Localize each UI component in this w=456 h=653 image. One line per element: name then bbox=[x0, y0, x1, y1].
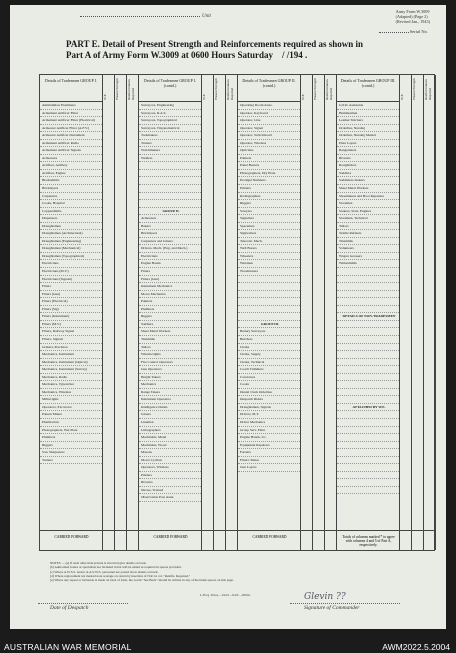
table-row: Wheelers bbox=[238, 253, 300, 261]
table-row: Woodturners bbox=[238, 268, 300, 276]
table-row: Instrument Operators bbox=[139, 396, 201, 404]
table-row: Clerks, Technical bbox=[238, 359, 300, 367]
table-row: Electricians bbox=[40, 260, 102, 268]
title-date: / /194 . bbox=[282, 50, 308, 60]
sub-column bbox=[202, 75, 214, 550]
table-row: Lithographers bbox=[139, 427, 201, 435]
table-row: Tinsmiths bbox=[337, 238, 399, 246]
table-row: Shoemakers and Boot Repairers bbox=[337, 193, 399, 201]
table-row: GROUP II. bbox=[139, 208, 201, 216]
table-row: Mechanics, Typewriter bbox=[40, 381, 102, 389]
table-row: Riveters bbox=[139, 479, 201, 487]
table-row: Draughtsmen (Engineering) bbox=[40, 238, 102, 246]
table-row: Saddletree makers bbox=[337, 177, 399, 185]
table-row: Draughtsmen bbox=[40, 223, 102, 231]
table-row: Fitters' Mates bbox=[238, 457, 300, 465]
table-row: Signallers bbox=[238, 215, 300, 223]
sub-column bbox=[412, 75, 424, 550]
table-row: Draughtsmen (Mechanical) bbox=[40, 245, 102, 253]
table-row: Fitters bbox=[139, 268, 201, 276]
table-row: Panel Beaters bbox=[238, 162, 300, 170]
table-row bbox=[337, 328, 399, 336]
sub-column-header: W.E. bbox=[202, 93, 206, 100]
table-row: Clerks, Supply bbox=[238, 351, 300, 359]
table-row bbox=[337, 419, 399, 427]
table-row: Artificer, Engine bbox=[40, 170, 102, 178]
table-row bbox=[337, 464, 399, 472]
table-row: Electricians (Signals) bbox=[40, 276, 102, 284]
table-row: G.P.O. Assistants bbox=[337, 102, 399, 110]
table-row bbox=[337, 449, 399, 457]
sub-column bbox=[325, 75, 337, 550]
table-row: Armourer Artificer Fitter (A.F.V.) bbox=[40, 125, 102, 133]
table-row: Riggers bbox=[40, 442, 102, 450]
table-row bbox=[139, 193, 201, 201]
table-row: Operating Room Assts. bbox=[238, 102, 300, 110]
table-row bbox=[337, 472, 399, 480]
table-row: Hammermen bbox=[337, 110, 399, 118]
sub-column-header: W.E. bbox=[400, 93, 404, 100]
table-row: Coppersmiths bbox=[40, 208, 102, 216]
table-row: Cooks, Hospital bbox=[40, 200, 102, 208]
table-row: Battery Surveyors bbox=[238, 328, 300, 336]
table-row: Armament Artificer Fitter bbox=[40, 110, 102, 118]
table-row: Driver Mechanics bbox=[238, 419, 300, 427]
table-row: Mechanics, Instrument (Survey) bbox=[40, 366, 102, 374]
table-row: Farriers bbox=[238, 449, 300, 457]
table-row: Opticians bbox=[238, 147, 300, 155]
despatch-line bbox=[38, 603, 128, 604]
table-row: Group Serv. Plant bbox=[238, 427, 300, 435]
table-row: Orderlies, Nursing Mental bbox=[337, 132, 399, 140]
note-line: (e) Where any repeat or inclusion is made on back of form, the words "See Back" should be written in any of the blank spaces on this page. bbox=[50, 578, 234, 583]
sub-column-header: Present Strength bbox=[214, 78, 218, 100]
table-row: Fitters (Electrical) bbox=[40, 298, 102, 306]
table-row: Nurses, Trained bbox=[139, 487, 201, 495]
table-row: Painters bbox=[139, 298, 201, 306]
table-row: Pattern Maker bbox=[40, 411, 102, 419]
table-row: Intelligence Duties bbox=[139, 404, 201, 412]
sub-column-header: W.E. bbox=[301, 93, 305, 100]
table-row: Gun Operators bbox=[139, 366, 201, 374]
table-row: Armourers bbox=[139, 215, 201, 223]
form-ref-line: Army Form W.3009 bbox=[395, 9, 430, 14]
commander-signature: Glevin ?? bbox=[304, 592, 346, 602]
column-header: Details of Tradesmen GROUP I. (contd.) bbox=[139, 75, 201, 102]
title-line-1: PART E. Detail of Present Strength and Reinforcements required as shown in bbox=[66, 39, 364, 49]
serial-field: Serial No. bbox=[379, 29, 428, 34]
table-row: Welders bbox=[139, 155, 201, 163]
table-row: Artificer, Artillery bbox=[40, 162, 102, 170]
sub-column-header: Reinforcements Required bbox=[424, 79, 432, 100]
table-row: Riggers bbox=[238, 200, 300, 208]
sub-column-header: Present Strength bbox=[313, 78, 317, 100]
table-row: Wagon Greasers bbox=[337, 253, 399, 261]
table-row: Armament Artificer Fitter (Electrical) bbox=[40, 117, 102, 125]
signature-of-commander-label: Signature of Commander bbox=[304, 605, 360, 611]
table-row: Fitters (Gun) bbox=[40, 291, 102, 299]
table-row: Fitters, Railway Signal bbox=[40, 328, 102, 336]
table-row: Linemen bbox=[139, 419, 201, 427]
table-row: Gun Layers bbox=[238, 464, 300, 472]
carried-forward-label: CARRIED FORWARD bbox=[54, 535, 89, 539]
table-row: Carpenters and Joiners bbox=[139, 238, 201, 246]
notes bbox=[50, 561, 420, 582]
table-row bbox=[337, 283, 399, 291]
table-row bbox=[337, 321, 399, 329]
table-row bbox=[337, 434, 399, 442]
table-row bbox=[238, 276, 300, 284]
signature-line bbox=[290, 603, 400, 604]
table-row: GROUP III. bbox=[238, 321, 300, 329]
table-row bbox=[337, 396, 399, 404]
table-row bbox=[238, 291, 300, 299]
sub-column-header: Reinforcements Required bbox=[226, 79, 234, 100]
table-row: Spacemen bbox=[238, 223, 300, 231]
form-reference bbox=[396, 9, 430, 24]
table-row: Wheelwrights bbox=[139, 351, 201, 359]
table-row: Masons bbox=[139, 449, 201, 457]
sub-column bbox=[400, 75, 412, 550]
sub-column bbox=[103, 75, 115, 550]
table-row: DETAILS OF NON-TRADESMEN bbox=[337, 313, 399, 321]
table-row bbox=[337, 344, 399, 352]
table-row bbox=[238, 283, 300, 291]
table-row: Stokers, Stats. Engines bbox=[337, 208, 399, 216]
table-row: Fitters (Instrument) bbox=[40, 313, 102, 321]
table-row: Sheet Metal Workers bbox=[337, 185, 399, 193]
table-row: Saddlers bbox=[139, 321, 201, 329]
column-header: Details of Tradesmen GROUP I. bbox=[40, 75, 102, 102]
table-row: Machinists, Wood bbox=[139, 442, 201, 450]
table-row: Instrument Mechanics bbox=[139, 283, 201, 291]
column-group-2 bbox=[139, 75, 202, 550]
note-line: (b) Authorized trades or specialists not included in list will be added as required in spaces provided. bbox=[50, 565, 182, 570]
form-page bbox=[10, 5, 446, 629]
strength-table bbox=[39, 74, 435, 551]
table-row: Operator, Switchboard bbox=[238, 132, 300, 140]
column-header: Details of Tradesmen GROUP II. (contd.) bbox=[238, 75, 300, 102]
table-row: Photographers, Dry Plate bbox=[238, 170, 300, 178]
row-list bbox=[337, 102, 399, 494]
table-row: Fitters (Sig) bbox=[40, 306, 102, 314]
table-row: Riggers bbox=[139, 313, 201, 321]
table-row bbox=[337, 442, 399, 450]
sub-column-header: Present Strength bbox=[412, 78, 416, 100]
footer-divider bbox=[40, 530, 434, 531]
table-row bbox=[337, 291, 399, 299]
table-row: Sheet Metal Workers bbox=[139, 328, 201, 336]
sub-column bbox=[424, 75, 436, 550]
sub-column-header: Reinforcements Required bbox=[325, 79, 333, 100]
table-row: Fitters bbox=[40, 283, 102, 291]
table-row: Sawyers bbox=[238, 208, 300, 216]
table-row bbox=[337, 427, 399, 435]
table-row: Mechanics, Instrument bbox=[40, 351, 102, 359]
table-row: Fitters (Gun) bbox=[139, 276, 201, 284]
carried-forward-label: Totals of columns marked * to agree with columns 4 and 5 of Part A, respectively. bbox=[342, 535, 395, 547]
table-row: Motor Cyclists bbox=[139, 457, 201, 465]
table-row: Roughriders bbox=[337, 162, 399, 170]
table-row: Well Borers bbox=[238, 245, 300, 253]
table-row: Electricians bbox=[139, 253, 201, 261]
table-row: Armament Artificer Signals bbox=[40, 147, 102, 155]
column-group-3 bbox=[238, 75, 301, 550]
table-row: Saw Sharpeners bbox=[40, 449, 102, 457]
table-row: Machinists, Metal bbox=[139, 434, 201, 442]
sub-column bbox=[115, 75, 127, 550]
table-row bbox=[337, 298, 399, 306]
table-row: Armourers bbox=[40, 155, 102, 163]
form-ref-line: (Revised Jan., 1943) bbox=[395, 19, 430, 24]
table-row bbox=[337, 366, 399, 374]
table-row: Surveyors, Trigonometrical bbox=[139, 125, 201, 133]
table-row: Equipment Repairers bbox=[238, 442, 300, 450]
table-row: Joiners bbox=[139, 411, 201, 419]
table-row: Electricians (M.V.) bbox=[40, 268, 102, 276]
table-row: Operators, Excavator bbox=[40, 404, 102, 412]
table-row: Cooks bbox=[238, 381, 300, 389]
table-row: Ammunition Examiners bbox=[40, 102, 102, 110]
table-row: Photographers, Wet Plate bbox=[40, 427, 102, 435]
table-row: Operator, Keyboard bbox=[238, 110, 300, 118]
table-row: Range Takers bbox=[139, 389, 201, 397]
row-list bbox=[139, 102, 201, 502]
table-row: Bakers bbox=[139, 223, 201, 231]
form-ref-line: (Adapted) (Page 2) bbox=[395, 14, 428, 19]
table-row: Height Takers bbox=[139, 374, 201, 382]
table-row bbox=[238, 298, 300, 306]
table-row: Operator, Signal bbox=[238, 125, 300, 133]
table-row: Riveters bbox=[337, 155, 399, 163]
table-row: Bricklayers bbox=[139, 230, 201, 238]
table-row: Fitters (M.V.) bbox=[40, 321, 102, 329]
column-header: Details of Tradesmen GROUP III. (contd.) bbox=[337, 75, 399, 102]
table-row: Storemen bbox=[337, 200, 399, 208]
table-row: Storemen, Technical bbox=[337, 215, 399, 223]
table-row: Concreters bbox=[238, 374, 300, 382]
table-row bbox=[337, 359, 399, 367]
table-row: Fire Control Operators bbox=[139, 359, 201, 367]
table-row: Textile Refiners bbox=[337, 230, 399, 238]
table-row: Toolmakers bbox=[139, 132, 201, 140]
table-row bbox=[337, 487, 399, 495]
date-of-despatch-label: Date of Despatch bbox=[50, 605, 89, 611]
sub-column bbox=[313, 75, 325, 550]
archive-reference: AWM2022.5.2004 bbox=[382, 642, 450, 652]
table-row: Engine Hands bbox=[139, 260, 201, 268]
table-row: Pharmacists bbox=[40, 419, 102, 427]
table-row: Rangetakers bbox=[337, 147, 399, 155]
table-row bbox=[337, 389, 399, 397]
table-row: Mechanics bbox=[139, 381, 201, 389]
table-row: Radiographers bbox=[238, 193, 300, 201]
table-row: Fitters, Signals bbox=[40, 336, 102, 344]
sub-column bbox=[301, 75, 313, 550]
table-row: Surveyors, Topographical bbox=[139, 117, 201, 125]
title-line-2: Part A of Army Form W.3009 at 0600 Hours Saturday bbox=[66, 50, 273, 60]
table-row: Surveyors, Engineering bbox=[139, 102, 201, 110]
institution-label: AUSTRALIAN WAR MEMORIAL bbox=[4, 642, 132, 652]
table-row bbox=[139, 200, 201, 208]
table-row: Tailors bbox=[337, 223, 399, 231]
table-row: Leather Stitchers bbox=[337, 117, 399, 125]
table-row: Tinsmiths bbox=[139, 336, 201, 344]
sub-column-header: Reinforcements Required bbox=[127, 79, 135, 100]
table-row: Engine Hands, I.C. bbox=[238, 434, 300, 442]
table-row: Printers bbox=[139, 472, 201, 480]
sub-column bbox=[226, 75, 238, 550]
table-row: Plumbers bbox=[139, 306, 201, 314]
table-row: Plate Layers bbox=[337, 140, 399, 148]
table-row bbox=[337, 336, 399, 344]
table-row: Mechanics, Radio bbox=[40, 374, 102, 382]
table-row bbox=[337, 411, 399, 419]
table-row: Mechanics, Instrument (Optical) bbox=[40, 359, 102, 367]
table-row: Turners bbox=[40, 457, 102, 465]
table-row: Turners bbox=[139, 140, 201, 148]
table-row: Tailors bbox=[139, 344, 201, 352]
table-row: Printers bbox=[238, 185, 300, 193]
table-row bbox=[238, 313, 300, 321]
table-row: Butchers bbox=[238, 336, 300, 344]
table-row: Signwriters bbox=[238, 230, 300, 238]
table-row: Whitesmiths bbox=[337, 260, 399, 268]
table-row bbox=[139, 162, 201, 170]
table-row bbox=[337, 381, 399, 389]
note-line: NOTES — (a) If such other than private is involved give details on back. bbox=[50, 561, 147, 565]
table-row bbox=[337, 457, 399, 465]
table-row bbox=[337, 374, 399, 382]
table-row: Plumbers bbox=[40, 434, 102, 442]
table-row bbox=[139, 185, 201, 193]
table-row: Motor Mechanics bbox=[139, 291, 201, 299]
table-row bbox=[139, 177, 201, 185]
table-row: Operators, Wireless bbox=[139, 464, 201, 472]
table-row: Draughtsmen (Topographical) bbox=[40, 253, 102, 261]
table-row bbox=[337, 479, 399, 487]
table-row bbox=[139, 170, 201, 178]
table-row: Wiremen bbox=[238, 260, 300, 268]
table-row: Mechanics, Wireless bbox=[40, 389, 102, 397]
table-row: Watchmakers bbox=[139, 147, 201, 155]
table-row bbox=[337, 306, 399, 314]
carried-forward-label: CARRIED FORWARD bbox=[252, 535, 287, 539]
table-row: Operator, Wireless bbox=[238, 140, 300, 148]
table-row: Operator, Line bbox=[238, 117, 300, 125]
table-row: Millwrights bbox=[40, 396, 102, 404]
table-row: Dispensers bbox=[40, 215, 102, 223]
table-row: Drivers, Mech. (Eng. and Mech.) bbox=[139, 245, 201, 253]
table-row bbox=[238, 306, 300, 314]
table-row: Painters bbox=[238, 155, 300, 163]
table-row: Clerks bbox=[238, 344, 300, 352]
note-line: (d) Where replacement not desired note wastage on return by insertion of N.R. in col. "Reinfts. Required." bbox=[50, 573, 191, 578]
page-title bbox=[66, 39, 363, 61]
column-group-4 bbox=[337, 75, 400, 550]
print-note: L.H.Q. Press—1943—6/43—200m. bbox=[200, 593, 251, 597]
row-list bbox=[238, 102, 300, 472]
table-row: Armament Artificer Radio bbox=[40, 140, 102, 148]
table-row bbox=[337, 351, 399, 359]
table-row bbox=[337, 268, 399, 276]
table-row: Carpenters bbox=[40, 193, 102, 201]
table-row: Despatch Riders bbox=[238, 396, 300, 404]
sub-column-header: W.E. bbox=[103, 93, 107, 100]
table-row: Blacksmiths bbox=[40, 177, 102, 185]
table-row: Prodigal Numbers bbox=[238, 177, 300, 185]
carried-forward-label: CARRIED FORWARD bbox=[153, 535, 188, 539]
table-row: Draughtsmen, Signals bbox=[238, 404, 300, 412]
sub-column-header: Present Strength bbox=[115, 78, 119, 100]
table-row: Draughtsmen (Architectural) bbox=[40, 230, 102, 238]
table-row: Armourer Artificer Instrument bbox=[40, 132, 102, 140]
column-group-1 bbox=[40, 75, 103, 550]
table-row: Volunteers bbox=[337, 245, 399, 253]
table-row: Bricklayers bbox=[40, 185, 102, 193]
table-row: Saddlers bbox=[337, 170, 399, 178]
unit-field: Unit bbox=[80, 14, 211, 19]
table-row bbox=[337, 276, 399, 284]
table-row: Orderlies, Nursing bbox=[337, 125, 399, 133]
sub-column bbox=[127, 75, 139, 550]
table-row: ATTACHED BY W.E. bbox=[337, 404, 399, 412]
table-row: Drivers, M.T. bbox=[238, 411, 300, 419]
sub-column bbox=[214, 75, 226, 550]
row-list bbox=[40, 102, 102, 464]
table-row: Surveyors, R.A.S. bbox=[139, 110, 201, 118]
table-row: Dental Clerk Orderlies bbox=[238, 389, 300, 397]
table-row: Observation Post Assts. bbox=[139, 494, 201, 502]
table-row: Grinder, Precision bbox=[40, 344, 102, 352]
table-row: Coach Trimmers bbox=[238, 366, 300, 374]
note-line: (c) Where A.W.S.S. and/or A.A.S.W.S. personnel are posted show details on back. bbox=[50, 569, 159, 574]
table-row: Telecom. Mech. bbox=[238, 238, 300, 246]
